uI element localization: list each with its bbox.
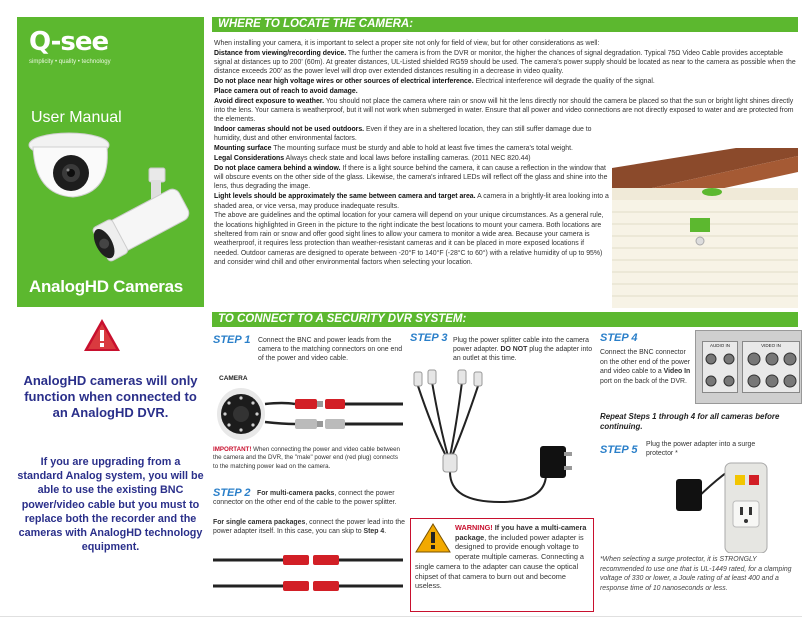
connect-section-heading: TO CONNECT TO A SECURITY DVR SYSTEM: (212, 312, 798, 327)
guideline-voltage: Do not place near high voltage wires or other sources of electrical interference. Electrical interference will degrade the quality of the signal. (214, 78, 655, 86)
notice-body: If you are upgrading from a standard Analog system, you will be able to use the existing BNC power/video cable but you must to replace both the recorder and the cameras with AnalogHD technology equipment. (17, 456, 204, 554)
guideline-weather: Avoid direct exposure to weather. You should not place the camera where rain or snow will hit the lens directly nor should the camera be placed so that the sun or bright light shines directly into the lens. Your camera is weatherproof, but it will not work when submerged in water. Ensure that all power and video connections are not directly exposed to water and are protected from the elements. (214, 97, 794, 124)
camera-connection-diagram (213, 384, 403, 446)
important-note: IMPORTANT! When connecting the power and video cable between the camera and the DVR, the "male" power end (red plug) connects to the matching power lead on the camera. (213, 446, 400, 470)
logo-tagline: simplicity • quality • technology (29, 59, 111, 65)
guideline-closing: The above are guidelines and the optimal location for your camera will depend on your unique circumstances. As a general rule, the locations highlighted in Green in the picture to the right indicate the best locations to mount your camera. Both locations are sheltered from rain or snow and offer good sight lines to allow your camera to monitor a wide area. Because your camera is weatherproof, it requires less protection than weather-resistant cameras and it can be placed in more exposed locations if needed. Outdoor cameras are designed to operate between -20°F to 140°F (-28°C to 60°) with a relative humidity of up to 95%) and consider wind chill and other environmental factors when selecting your location. (214, 212, 604, 266)
guideline-legal: Legal Considerations Always check state and local laws before installing cameras. (2011 NEC 820.44) (214, 155, 531, 163)
brand-logo (29, 27, 139, 79)
house-mounting-diagram (612, 148, 798, 308)
step4-text: Connect the BNC connector on the other end of the power and video cable to a Video In port on the back of the DVR. (600, 349, 691, 385)
step1-label: STEP 1 (213, 334, 251, 346)
locate-intro: When installing your camera, it is important to select a proper site not only for field of view, but for other considerations as well: (214, 40, 600, 47)
guideline-light: Light levels should be approximately the same between camera and target area. A camera in a brightly-lit area looking into a shaded area, or vice versa, may produce inadequate results. (214, 193, 609, 210)
step5-text: Plug the power adapter into a surge protector * (646, 441, 756, 457)
product-line-title: AnalogHD Cameras (29, 277, 183, 296)
bullet-camera-image (87, 162, 199, 262)
dvr-audio-in: AUDIO IN (702, 341, 738, 393)
dvr-ports-image (702, 347, 800, 393)
step1-text: Connect the BNC and power leads from the camera to the matching connectors on one end of the power and video cable. (258, 337, 403, 362)
logo-text: Q-see (29, 27, 109, 57)
warning-text: WARNING! If you have a multi-camera package, the included power adapter is designed to provide enough voltage to operate multiple cameras. Connecting a single camera to the adapter can cause the optical chipset of that camera to burn out and become useless. (415, 523, 587, 591)
dvr-video-in: VIDEO IN (742, 341, 800, 393)
locate-section-heading: WHERE TO LOCATE THE CAMERA: (212, 17, 798, 32)
warning-icon (415, 523, 451, 553)
step2-label: STEP 2 (213, 487, 251, 499)
guideline-mounting: Mounting surface The mounting surface must be sturdy and able to hold at least five times the camera's total weight. (214, 145, 573, 153)
guideline-indoor: Indoor cameras should not be used outdoors. Even if they are in a sheltered location, they can still suffer damage due to humidity, dust and other environmental factors. (214, 126, 592, 143)
surge-protector-note: *When selecting a surge protector, it is STRONGLY recommended to use one that is UL-1449 rated, for a clamping voltage of 330 or lower, a Joule rating of at least 400 and a response time of 10 nanoseconds or less. (600, 556, 792, 593)
step2-multi-text: For multi-camera packs, connect the power connector on the other end of the cable to the power splitter. (213, 490, 397, 506)
dvr-back-panel (695, 330, 802, 404)
power-splitter-adapter-image (410, 368, 596, 516)
guideline-window: Do not place camera behind a window. If there is a light source behind the camera, it can cause a reflection in the window that will obscure events on the other side of the glass. Likewise, the camera's infrared LEDs will reflect off the glass and shine into the lens, thus degrading the image. (214, 164, 608, 191)
step3-text: Plug the power splitter cable into the camera power adapter. DO NOT plug the adapter into an outlet at this time. (453, 337, 593, 362)
step2-single-text: For single camera packages, connect the power lead into the power adapter itself. In this case, you can skip to Step 4. (213, 519, 405, 535)
surge-protector-image (620, 455, 790, 553)
multi-camera-warning (410, 518, 594, 612)
cover-panel (17, 17, 204, 307)
user-manual-label: User Manual (31, 109, 122, 126)
step4-label: STEP 4 (600, 332, 638, 344)
guideline-reach: Place camera out of reach to avoid damage. (214, 87, 358, 95)
guideline-distance: Distance from viewing/recording device. The further the camera is from the DVR or monitor, the higher the chances of signal degradation. Typical 75Ω Video Cable provides acceptable signal at distances up to 200' (60m). At greater distances, UL-Listed shielded RG59 should be used. The camera's power supply should be located as near to the camera as possible when the distance exceeds 200' as the power level will drop over extended distances resulting in a decrease in video quality. (214, 49, 796, 76)
step3-label: STEP 3 (410, 332, 448, 344)
step5-label: STEP 5 (600, 444, 638, 456)
repeat-steps-note: Repeat Steps 1 through 4 for all cameras before continuing. (600, 412, 780, 432)
warning-triangle-icon (83, 318, 121, 352)
page-divider (0, 616, 802, 617)
notice-title: AnalogHD cameras will only function when connected to an AnalogHD DVR. (23, 373, 198, 420)
splitter-connection-diagram (213, 550, 403, 602)
camera-label: CAMERA (219, 375, 248, 382)
